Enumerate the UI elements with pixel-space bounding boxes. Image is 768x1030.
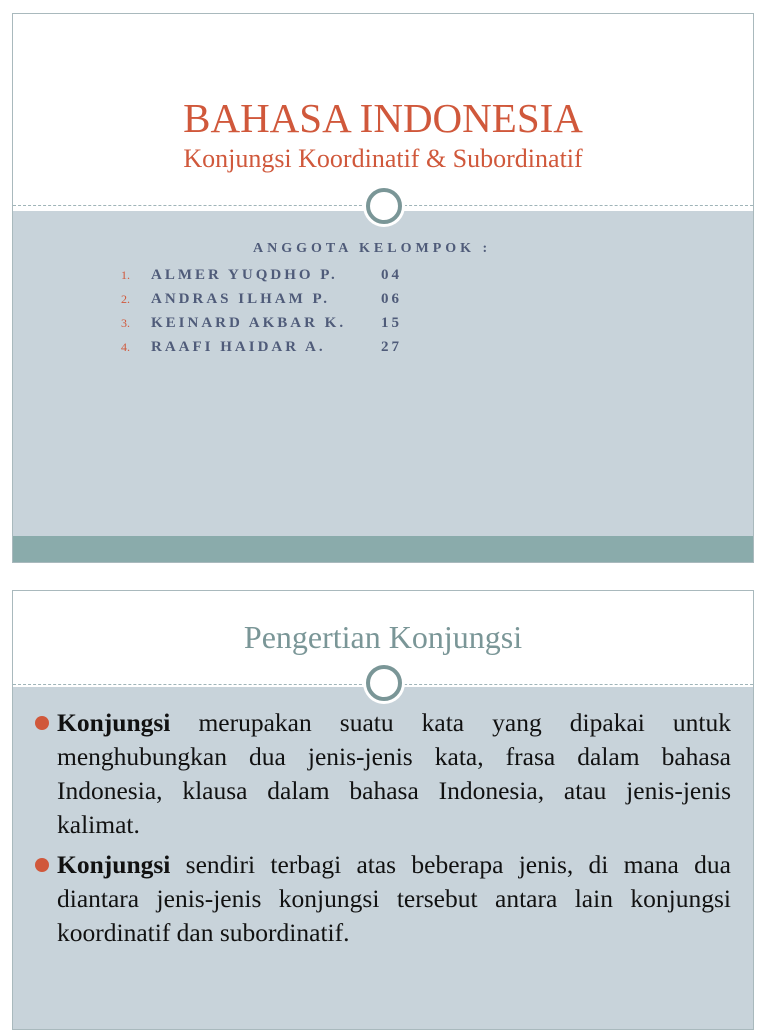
list-number: 2. (121, 292, 130, 306)
member-name: RAAFI HAIDAR A. (151, 339, 326, 355)
slide-title: BAHASA INDONESIA (183, 95, 583, 141)
slide-title: Pengertian Konjungsi (243, 619, 523, 655)
member-name: KEINARD AKBAR K. (151, 315, 347, 331)
title-area (13, 14, 753, 210)
list-item (35, 848, 731, 950)
list-item (121, 287, 402, 311)
content-area (13, 211, 753, 537)
list-item (121, 311, 402, 335)
bullet-term: Konjungsi (57, 708, 171, 737)
list-number: 3. (121, 316, 130, 330)
bullet-term: Konjungsi (57, 850, 171, 879)
members-heading: ANGGOTA KELOMPOK : (253, 241, 492, 256)
list-item (35, 706, 731, 842)
slide-subtitle: Konjungsi Koordinatif & Subordinatif (183, 144, 583, 173)
member-number: 04 (381, 267, 402, 283)
member-name: ANDRAS ILHAM P. (151, 291, 331, 307)
list-number: 1. (121, 268, 130, 282)
member-number: 27 (381, 339, 402, 355)
title-slide (12, 13, 754, 563)
circle-ornament-icon (366, 188, 402, 224)
member-name: ALMER YUQDHO P. (151, 267, 338, 283)
member-number: 06 (381, 291, 402, 307)
bullet-dot-icon (35, 716, 49, 730)
list-item (121, 335, 402, 359)
circle-ornament-icon (366, 665, 402, 701)
bottom-band (13, 536, 753, 562)
members-list (121, 263, 402, 359)
bullet-list (35, 706, 731, 956)
bullet-text: merupakan suatu kata yang dipakai untuk menghubungkan dua jenis-jenis kata, frasa dalam bahasa Indonesia, klausa dalam bahasa Indonesia, atau jenis-jenis kalimat. (57, 708, 731, 839)
bullet-text: sendiri terbagi atas beberapa jenis, di mana dua diantara jenis-jenis konjungsi tersebut antara lain konjungsi koordinatif dan subordinatif. (57, 850, 731, 947)
bullet-dot-icon (35, 858, 49, 872)
content-slide (12, 590, 754, 1030)
list-number: 4. (121, 340, 130, 354)
list-item (121, 263, 402, 287)
member-number: 15 (381, 315, 402, 331)
